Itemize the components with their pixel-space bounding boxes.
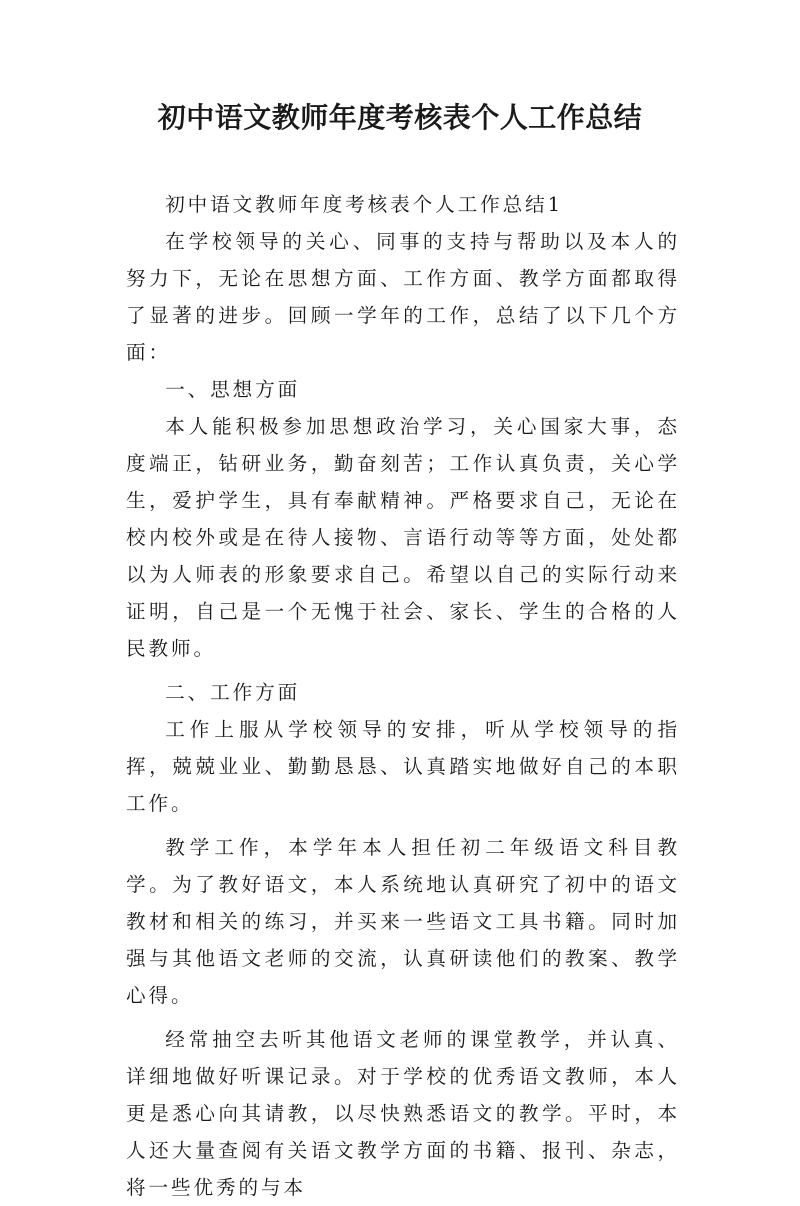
section-paragraph-observation: 经常抽空去听其他语文老师的课堂教学，并认真、详细地做好听课记录。对于学校的优秀语文教师，本人更是悉心向其请教，以尽快熟悉语文的教学。平时，本人还大量查阅有关语文教学方面的书籍、报刊、杂志，将一些优秀的与本 bbox=[126, 1028, 680, 1199]
document-title: 初中语文教师年度考核表个人工作总结 bbox=[157, 101, 643, 134]
section-paragraph-thought: 本人能积极参加思想政治学习，关心国家大事，态度端正，钻研业务，勤奋刻苦；工作认真负责，关心学生，爱护学生，具有奉献精神。严格要求自己，无论在校内校外或是在待人接物、言语行动等等方面，处处都以为人师表的形象要求自己。希望以自己的实际行动来证明，自己是一个无愧于社会、家长、学生的合格的人民教师。 bbox=[126, 415, 680, 660]
section-paragraph-work-duty: 工作上服从学校领导的安排，听从学校领导的指挥，兢兢业业、勤勤恳恳、认真踏实地做好自己的本职工作。 bbox=[126, 718, 680, 815]
intro-paragraph: 在学校领导的关心、同事的支持与帮助以及本人的努力下，无论在思想方面、工作方面、教学方面都取得了显著的进步。回顾一学年的工作，总结了以下几个方面： bbox=[126, 230, 680, 364]
section-heading-work: 二、工作方面 bbox=[165, 681, 301, 704]
document-body bbox=[126, 186, 680, 1206]
section-paragraph-teaching: 教学工作，本学年本人担任初二年级语文科目教学。为了教好语文，本人系统地认真研究了初中的语文教材和相关的练习，并买来一些语文工具书籍。同时加强与其他语文老师的交流，认真研读他们的教案、教学心得。 bbox=[126, 836, 680, 1007]
document-subtitle: 初中语文教师年度考核表个人工作总结1 bbox=[165, 193, 563, 216]
section-heading-thought: 一、思想方面 bbox=[165, 378, 301, 401]
